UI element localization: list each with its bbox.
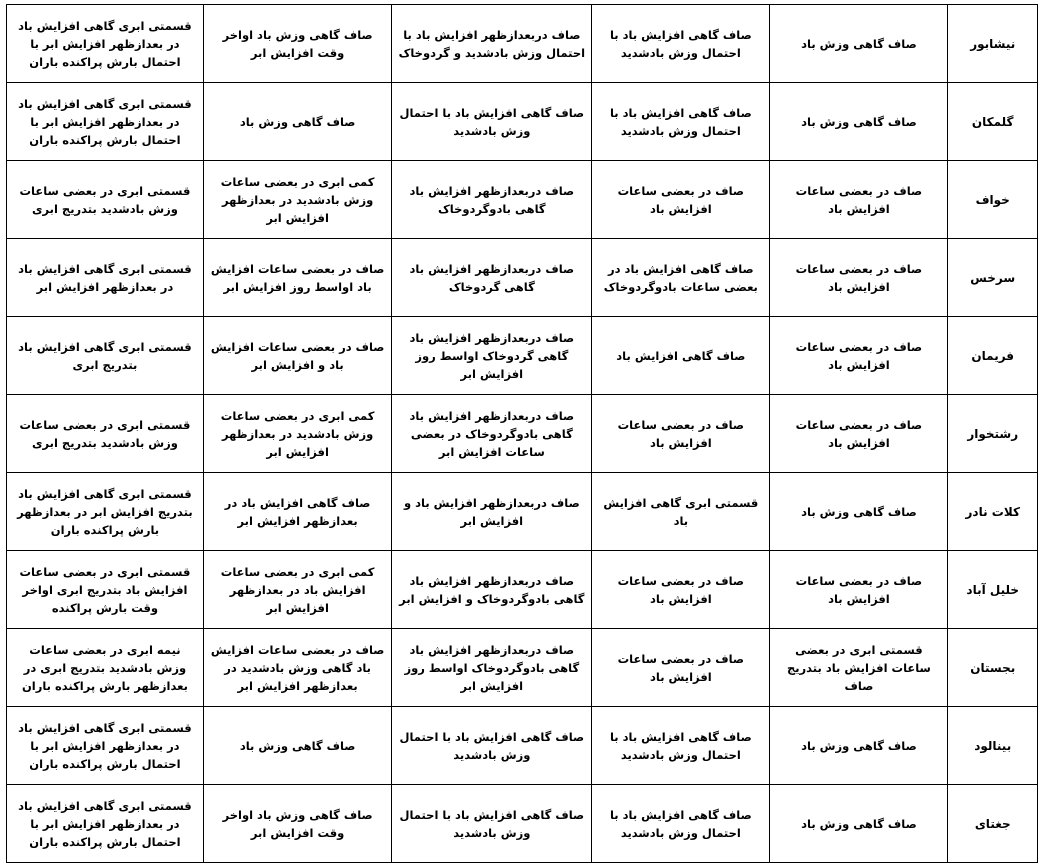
table-row [7,5,1038,83]
forecast-cell: صاف دربعدازظهر افزایش باد و افزایش ابر [392,473,592,551]
forecast-cell: نیمه ابری در بعضی ساعات وزش بادشدید بتدریج ابری در بعدازظهر بارش پراکنده باران [7,629,204,707]
forecast-cell: صاف در بعضی ساعات افزایش باد [770,317,948,395]
forecast-cell: صاف دربعدازظهر افزایش باد گاهی گردوخاک [392,239,592,317]
city-cell: خلیل آباد [948,551,1038,629]
forecast-cell: صاف در بعضی ساعات افزایش باد [592,161,770,239]
forecast-cell: صاف در بعضی ساعات افزایش باد [592,395,770,473]
forecast-cell: صاف دربعدازظهر افزایش باد گاهی گردوخاک اواسط روز افزایش ابر [392,317,592,395]
forecast-cell: صاف گاهی وزش باد [770,707,948,785]
forecast-cell: صاف در بعضی ساعات افزایش باد [770,551,948,629]
table-row [7,395,1038,473]
city-cell: خواف [948,161,1038,239]
forecast-cell: صاف در بعضی ساعات افزایش باد [770,395,948,473]
forecast-cell: قسمتی ابری در بعضی ساعات افزایش باد بتدریج صاف [770,629,948,707]
table-row [7,785,1038,863]
forecast-cell: صاف گاهی وزش باد [203,707,391,785]
city-cell: بینالود [948,707,1038,785]
forecast-cell: صاف در بعضی ساعات افزایش باد [592,629,770,707]
city-cell: فریمان [948,317,1038,395]
forecast-cell: قسمتی ابری گاهی افزایش باد در بعدازظهر افزایش ابر [7,239,204,317]
forecast-cell: کمی ابری در بعضی ساعات افزایش باد در بعدازظهر افزایش ابر [203,551,391,629]
forecast-cell: صاف گاهی افزایش باد با احتمال وزش بادشدید [392,83,592,161]
forecast-cell: صاف در بعضی ساعات افزایش باد و افزایش ابر [203,317,391,395]
table-row [7,83,1038,161]
forecast-cell: کمی ابری در بعضی ساعات وزش بادشدید در بعدازظهر افزایش ابر [203,395,391,473]
forecast-cell: صاف گاهی افزایش باد در بعدازظهر افزایش ابر [203,473,391,551]
forecast-cell: قسمتی ابری گاهی افزایش باد در بعدازظهر افزایش ابر با احتمال بارش پراکنده باران [7,707,204,785]
forecast-cell: کمی ابری در بعضی ساعات وزش بادشدید در بعدازظهر افزایش ابر [203,161,391,239]
forecast-cell: صاف گاهی وزش باد [770,83,948,161]
city-cell: رشتخوار [948,395,1038,473]
forecast-cell: صاف در بعضی ساعات افزایش باد [770,161,948,239]
forecast-cell: صاف دربعدازظهر افزایش باد با احتمال وزش بادشدید و گردوخاک [392,5,592,83]
table-row [7,629,1038,707]
forecast-cell: قسمتی ابری در بعضی ساعات وزش بادشدید بتدریج ابری [7,395,204,473]
table-row [7,707,1038,785]
city-cell: سرخس [948,239,1038,317]
table-row [7,473,1038,551]
forecast-cell: صاف گاهی افزایش باد با احتمال وزش بادشدید [592,785,770,863]
forecast-cell: قسمتی ابری گاهی افزایش باد در بعدازظهر افزایش ابر با احتمال بارش پراکنده باران [7,785,204,863]
forecast-cell: صاف دربعدازظهر افزایش باد گاهی بادوگردوخاک [392,161,592,239]
table-row [7,161,1038,239]
forecast-cell: قسمتی ابری گاهی افزایش باد در بعدازظهر افزایش ابر با احتمال بارش پراکنده باران [7,83,204,161]
city-cell: نیشابور [948,5,1038,83]
city-cell: گلمکان [948,83,1038,161]
city-cell: جغتای [948,785,1038,863]
forecast-cell: قسمتی ابری گاهی افزایش باد بتدریج ابری [7,317,204,395]
city-cell: بجستان [948,629,1038,707]
forecast-cell: صاف در بعضی ساعات افزایش باد اواسط روز افزایش ابر [203,239,391,317]
table-row [7,239,1038,317]
forecast-cell: قسمتی ابری گاهی افزایش باد بتدریج افزایش ابر در بعدازظهر بارش پراکنده باران [7,473,204,551]
forecast-cell: صاف گاهی افزایش باد با احتمال وزش بادشدید [592,5,770,83]
forecast-table [6,4,1038,863]
forecast-cell: صاف دربعدازظهر افزایش باد گاهی بادوگردوخاک در بعضی ساعات افزایش ابر [392,395,592,473]
table-row [7,551,1038,629]
forecast-cell: صاف گاهی وزش باد [203,83,391,161]
forecast-cell: صاف در بعضی ساعات افزایش باد [592,551,770,629]
forecast-cell: قسمتی ابری گاهی افزایش باد در بعدازظهر افزایش ابر با احتمال بارش پراکنده باران [7,5,204,83]
forecast-cell: صاف گاهی افزایش باد با احتمال وزش بادشدید [592,83,770,161]
forecast-cell: صاف دربعدازظهر افزایش باد گاهی بادوگردوخاک اواسط روز افزایش ابر [392,629,592,707]
forecast-cell: قسمتی ابری گاهی افزایش باد [592,473,770,551]
table-row [7,317,1038,395]
forecast-cell: قسمتی ابری در بعضی ساعات افزایش باد بتدریج ابری اواخر وقت بارش پراکنده [7,551,204,629]
forecast-cell: صاف گاهی وزش باد [770,5,948,83]
forecast-cell: صاف در بعضی ساعات افزایش باد گاهی وزش بادشدید در بعدازظهر افزایش ابر [203,629,391,707]
forecast-cell: صاف در بعضی ساعات افزایش باد [770,239,948,317]
city-cell: کلات نادر [948,473,1038,551]
forecast-cell: صاف گاهی وزش باد [770,785,948,863]
forecast-cell: صاف گاهی افزایش باد با احتمال وزش بادشدید [592,707,770,785]
forecast-cell: صاف گاهی افزایش باد در بعضی ساعات بادوگردوخاک [592,239,770,317]
forecast-cell: صاف گاهی افزایش باد با احتمال وزش بادشدید [392,785,592,863]
forecast-cell: صاف گاهی وزش باد [770,473,948,551]
forecast-cell: صاف دربعدازظهر افزایش باد گاهی بادوگردوخاک و افزایش ابر [392,551,592,629]
forecast-cell: قسمتی ابری در بعضی ساعات وزش بادشدید بتدریج ابری [7,161,204,239]
forecast-cell: صاف گاهی افزایش باد با احتمال وزش بادشدید [392,707,592,785]
forecast-cell: صاف گاهی وزش باد اواخر وقت افزایش ابر [203,785,391,863]
forecast-cell: صاف گاهی وزش باد اواخر وقت افزایش ابر [203,5,391,83]
forecast-cell: صاف گاهی افزایش باد [592,317,770,395]
